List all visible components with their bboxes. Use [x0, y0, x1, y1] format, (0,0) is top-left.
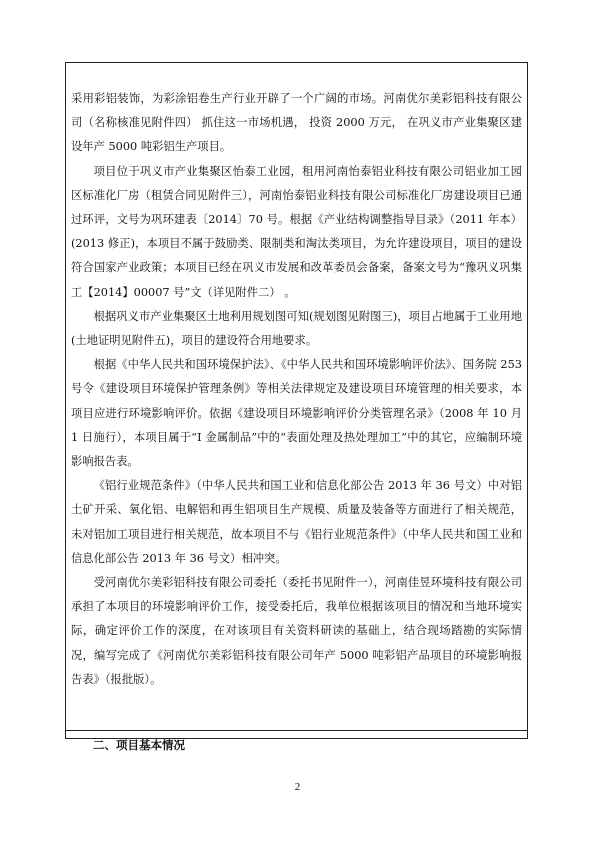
paragraph-industry-standards: 《铝行业规范条件》（中华人民共和国工业和信息化部公告 2013 年 36 号文）中对铝土矿开采、氧化铝、电解铝和再生铝项目生产规模、质量及装备等方面进行了相关规范，未对铝加工项目进行相关规范，故本项目不与《铝行业规范条件》（中华人民共和国工业和信息化部公告 2013 年 36 号文）相冲突。: [71, 479, 522, 565]
section-divider: [65, 730, 528, 731]
paragraph-commission: 受河南优尔美彩铝科技有限公司委托（委托书见附件一），河南佳昱环境科技有限公司承担了本项目的环境影响评价工作，接受委托后，我单位根据该项目的情况和当地环境实际，确定评价工作的深度，在对该项目有关资料研读的基础上，结合现场踏勘的实际情况，编写完成了《河南优尔美彩铝科技有限公司年产 5000 吨彩铝产品项目的环境影响报告表》（报批版）。: [71, 576, 522, 686]
paragraph-legal-basis: 根据《中华人民共和国环境保护法》、《中华人民共和国环境影响评价法》、国务院 253 号令《建设项目环境保护管理条例》等相关法律规定及建设项目环境管理的相关要求，本项目应进行环境影响评价。依据《建设项目环境影响评价分类管理名录》（2008 年 10 月 1 日施行），本项目属于“I 金属制品”中的“表面处理及热处理加工”中的其它，应编制环境影响报告表。: [71, 358, 522, 469]
body-text: [71, 87, 522, 692]
paragraph-land-use: 根据巩义市产业集聚区土地利用规划图可知(规划图见附图三)，项目占地属于工业用地(土地证明见附件五)，项目的建设符合用地要求。: [71, 309, 522, 348]
paragraph-project-intro: 采用彩铝装饰，为彩涂铝卷生产行业开辟了一个广阔的市场。河南优尔美彩铝科技有限公司（名称核准见附件四） 抓住这一市场机遇， 投资 2000 万元， 在巩义市产业集聚区建设年产 5000 吨彩铝生产项目。: [71, 92, 522, 154]
paragraph-project-location: 项目位于巩义市产业集聚区怡泰工业园，租用河南怡泰铝业科技有限公司铝业加工园区标准化厂房（租赁合同见附件三），河南怡泰铝业科技有限公司标准化厂房建设项目已通过环评，文号为巩环建表〔2014〕70 号。根据《产业结构调整指导目录》（2011 年本）(2013 修正)，本项目不属于鼓励类、限制类和淘汰类项目，为允许建设项目，项目的建设符合国家产业政策；本项目已经在巩义市发展和改革委员会备案，备案文号为“豫巩义巩集工【2014】00007 号”文（详见附件二） 。: [71, 164, 522, 299]
page-number: 2: [294, 781, 301, 793]
section-heading: 二、项目基本情况: [93, 738, 185, 752]
